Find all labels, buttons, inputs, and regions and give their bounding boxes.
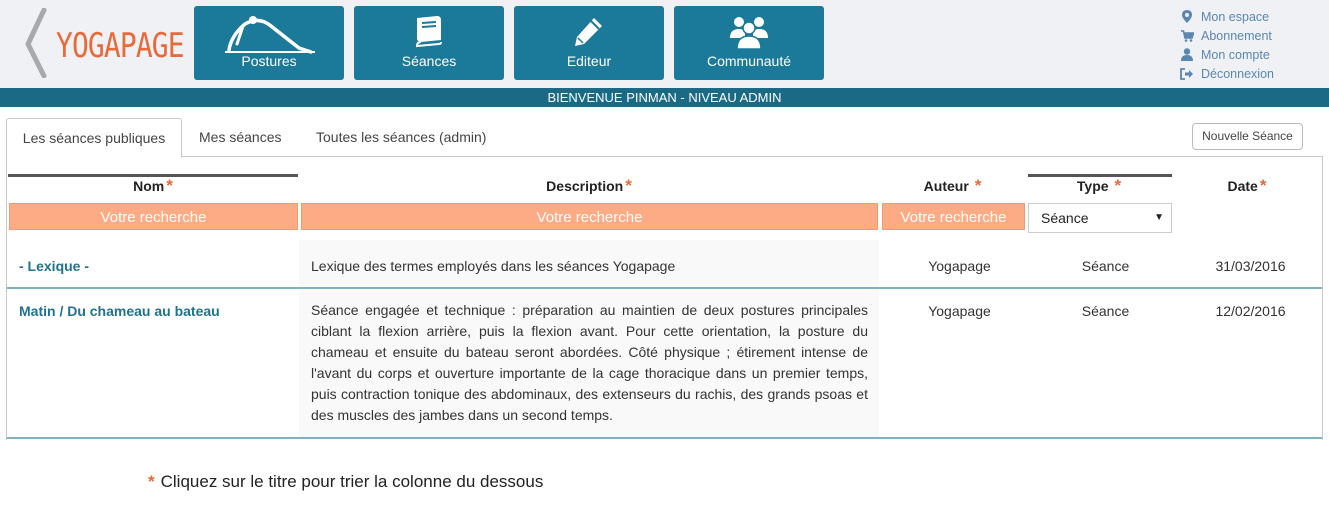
user-icon <box>1181 48 1193 61</box>
cart-icon <box>1181 30 1194 42</box>
session-name-link[interactable]: Matin / Du chameau au bateau <box>19 303 220 319</box>
book-icon <box>411 14 447 48</box>
welcome-banner: BIENVENUE PINMAN - NIVEAU ADMIN <box>0 88 1329 107</box>
session-author: Yogapage <box>928 303 991 319</box>
nav-label: Editeur <box>566 53 612 69</box>
yoga-pose-icon <box>219 14 319 54</box>
tab-toutes-seances[interactable]: Toutes les séances (admin) <box>316 129 487 145</box>
column-header-label: Nom <box>133 178 165 194</box>
mon-compte-link[interactable] <box>1180 45 1325 64</box>
column-header-label: Date <box>1227 178 1258 194</box>
search-auteur-input[interactable]: Votre recherche <box>882 203 1025 230</box>
row-divider <box>7 437 1322 439</box>
header <box>0 0 1329 88</box>
session-description: Lexique des termes employés dans les séances Yogapage <box>311 258 676 274</box>
user-menu <box>1180 7 1325 83</box>
type-filter-select[interactable] <box>1028 203 1172 233</box>
sort-star: * <box>625 176 632 195</box>
session-name-link[interactable]: - Lexique - <box>19 258 90 274</box>
search-description-input[interactable]: Votre recherche <box>301 203 878 230</box>
abonnement-link[interactable] <box>1180 26 1325 45</box>
session-date: 12/02/2016 <box>1215 303 1286 319</box>
sort-star: * <box>1259 176 1267 195</box>
sort-star: * <box>166 176 173 195</box>
column-header-type[interactable] <box>1026 176 1172 200</box>
sort-hint-text: Cliquez sur le titre pour trier la colonne du dessous <box>160 472 544 491</box>
nav-postures-button[interactable] <box>194 6 344 80</box>
sort-star: * <box>974 176 982 195</box>
nav-seances-button[interactable] <box>354 6 504 80</box>
nav-label: Séances <box>401 53 457 69</box>
nav-label: Communauté <box>706 53 792 69</box>
tabs-bar <box>6 118 1323 157</box>
sort-star: * <box>148 472 155 491</box>
session-author: Yogapage <box>928 258 991 274</box>
user-link-label: Abonnement <box>1201 28 1272 43</box>
user-link-label: Mon espace <box>1201 9 1270 24</box>
logo-text: YOGAPAGE <box>56 26 184 66</box>
logout-icon <box>1180 68 1194 80</box>
column-header-label: Type <box>1076 178 1109 194</box>
user-link-label: Déconnexion <box>1201 66 1274 81</box>
column-header-label: Auteur <box>923 178 969 194</box>
chevron-left-icon <box>22 8 48 78</box>
session-type: Séance <box>1081 303 1130 319</box>
yogapage-logo[interactable] <box>22 6 182 78</box>
column-header-description[interactable] <box>299 176 879 200</box>
user-link-label: Mon compte <box>1201 47 1270 62</box>
group-icon <box>728 14 770 50</box>
session-description: Séance engagée et technique : préparation au maintien de deux postures principales ciblant la flexion arrière, puis la flexion avant. Pour cette orientation, la posture du chameau et ensuite du bateau seront abordées. Côté physique ; étirement intense de l'avant du corps et ouverture importante de la cage thoracique dans un premier temps, puis contraction tonique des abdominaux, des extenseurs du rachis, des grands psoas et des muscles des jambes dans un second temps. <box>311 302 868 423</box>
column-header-nom[interactable] <box>8 176 298 200</box>
pencil-icon <box>572 14 606 48</box>
nav-communaute-button[interactable] <box>674 6 824 80</box>
mon-espace-link[interactable] <box>1180 7 1325 26</box>
nouvelle-seance-button[interactable]: Nouvelle Séance <box>1192 123 1303 150</box>
tab-mes-seances[interactable]: Mes séances <box>199 129 282 145</box>
session-date: 31/03/2016 <box>1215 258 1286 274</box>
sort-hint <box>148 472 543 492</box>
session-type: Séance <box>1081 258 1130 274</box>
sort-star: * <box>1114 176 1122 195</box>
caret-down-icon: ▼ <box>1154 212 1164 223</box>
nav-editeur-button[interactable] <box>514 6 664 80</box>
column-header-label: Description <box>546 178 624 194</box>
tab-seances-publiques[interactable]: Les séances publiques <box>6 118 182 158</box>
type-filter-value: Séance <box>1041 210 1089 226</box>
table-row <box>7 300 1322 434</box>
table-row <box>7 256 1322 286</box>
nav-label: Postures <box>241 53 297 69</box>
column-header-auteur[interactable] <box>880 176 1025 200</box>
search-nom-input[interactable]: Votre recherche <box>9 203 298 230</box>
column-header-date[interactable] <box>1172 176 1322 200</box>
row-divider <box>7 287 1322 289</box>
deconnexion-link[interactable] <box>1180 64 1325 83</box>
map-marker-icon <box>1182 10 1192 23</box>
